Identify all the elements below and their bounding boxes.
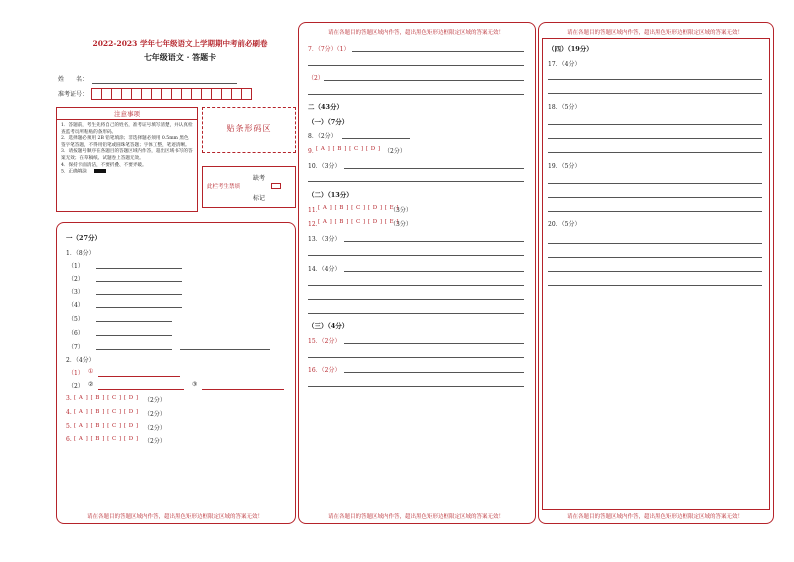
q1-item: （1） — [68, 263, 84, 270]
answer-line[interactable] — [98, 376, 180, 377]
answer-line[interactable] — [344, 241, 524, 242]
answer-line[interactable] — [202, 389, 284, 390]
answer-line[interactable] — [344, 343, 524, 344]
q11-points: （3分） — [390, 207, 412, 214]
absent-left-label: 此栏考生禁填 — [207, 184, 241, 190]
absent-top-label: 缺考 — [253, 175, 266, 182]
section-1-title: 一（27分） — [66, 234, 102, 242]
panel-3-bottom-warning: 请在各题目的答题区域内作答，超出黑色矩形边框限定区域的答案无效！ — [566, 514, 743, 520]
answer-line[interactable] — [548, 79, 762, 80]
name-field[interactable] — [92, 83, 237, 84]
q8-label: 8．（2分） — [308, 133, 337, 140]
id-boxes[interactable] — [92, 88, 252, 100]
q5-points: （2分） — [144, 425, 166, 432]
q4-points: （2分） — [144, 411, 166, 418]
q6-options[interactable]: [ A ] [ B ] [ C ] [ D ] — [74, 436, 139, 442]
answer-line[interactable] — [548, 183, 762, 184]
q12-number: 12． — [308, 221, 322, 228]
section-2-title: 二（43分） — [308, 103, 344, 111]
filled-sample — [94, 169, 106, 173]
q4-number: 4. — [66, 409, 72, 416]
page-subtitle: 七年级语文 · 答题卡 — [143, 52, 217, 62]
answer-line[interactable] — [344, 271, 524, 272]
section-4-title: （四）（19分） — [548, 45, 593, 53]
page-title: 2022-2023 学年七年级语文上学期期中考前必刷卷 — [92, 39, 268, 48]
q2-item: （1） — [68, 370, 84, 377]
answer-line[interactable] — [98, 389, 184, 390]
q2-circle-3: ③ — [192, 381, 198, 388]
q9-options[interactable]: [ A ] [ B ] [ C ] [ D ] — [316, 146, 381, 152]
subsection-2-title: （二）（13分） — [308, 191, 353, 199]
answer-panel-2 — [298, 22, 536, 524]
q17-label: 17．（4分） — [548, 61, 581, 68]
absent-box — [202, 166, 296, 208]
q12-points: （3分） — [390, 221, 412, 228]
id-box[interactable] — [241, 88, 252, 100]
answer-line[interactable] — [548, 257, 762, 258]
barcode-label: 贴条形码区 — [226, 124, 272, 133]
notes-item: 4．保持卡面清洁，不要折叠、不要弄破。 — [61, 162, 147, 168]
q12-options[interactable]: [ A ] [ B ] [ C ] [ D ] [ E ] — [318, 219, 400, 225]
answer-line[interactable] — [548, 211, 762, 212]
answer-line[interactable] — [308, 255, 524, 256]
notes-box — [56, 107, 198, 212]
answer-line[interactable] — [352, 51, 524, 52]
answer-line[interactable] — [96, 268, 182, 269]
subsection-3-title: （三）（4分） — [308, 322, 349, 330]
answer-line[interactable] — [308, 94, 524, 95]
q5-options[interactable]: [ A ] [ B ] [ C ] [ D ] — [74, 423, 139, 429]
answer-line[interactable] — [96, 307, 182, 308]
q4-options[interactable]: [ A ] [ B ] [ C ] [ D ] — [74, 409, 139, 415]
q1-item: （3） — [68, 289, 84, 296]
q2-circle-1: ① — [88, 368, 94, 375]
name-label: 姓 名： — [58, 76, 89, 83]
notes-item: 1．答题前，考生先将自己的姓名，准考证号填写清楚，并认真检查监考员所粘贴的条形码。 — [61, 123, 193, 135]
q6-number: 6. — [66, 436, 72, 443]
answer-line[interactable] — [308, 181, 524, 182]
q3-points: （2分） — [144, 397, 166, 404]
q13-label: 13．（3分） — [308, 236, 341, 243]
answer-line[interactable] — [548, 285, 762, 286]
panel-2-top-warning: 请在各题目的答题区域内作答，超出黑色矩形边框限定区域的答案无效！ — [327, 30, 504, 36]
q19-label: 19．（5分） — [548, 163, 581, 170]
answer-line[interactable] — [548, 243, 762, 244]
q9-number: 9． — [308, 148, 318, 155]
answer-line[interactable] — [308, 386, 524, 387]
answer-line[interactable] — [180, 349, 270, 350]
q20-label: 20．（5分） — [548, 221, 581, 228]
subsection-1-title: （一）（7分） — [308, 118, 349, 126]
id-label: 准考证号： — [58, 91, 89, 98]
q1-item: （2） — [68, 276, 84, 283]
answer-line[interactable] — [308, 313, 524, 314]
answer-line[interactable] — [548, 271, 762, 272]
panel-1-warning: 请在各题目的答题区域内作答，超出黑色矩形边框限定区域的答案无效！ — [86, 514, 263, 520]
q1-item: （5） — [68, 316, 84, 323]
answer-line[interactable] — [96, 281, 182, 282]
answer-line[interactable] — [324, 80, 524, 81]
notes-item: 3．请按题号顺序在各题目的答题区域内作答，超出区域书写的答案无效；在草稿纸、试题卷上答题无效。 — [61, 149, 193, 161]
q7-label: 7．（7分）（1） — [308, 46, 350, 53]
q2-circle-2: ② — [88, 381, 94, 388]
answer-line[interactable] — [548, 152, 762, 153]
panel-3-top-warning: 请在各题目的答题区域内作答，超出黑色矩形边框限定区域的答案无效！ — [566, 30, 743, 36]
answer-line[interactable] — [96, 294, 182, 295]
answer-line[interactable] — [548, 197, 762, 198]
q1-item: （7） — [68, 344, 84, 351]
q11-number: 11． — [308, 207, 322, 214]
q10-label: 10．（3分） — [308, 163, 341, 170]
notes-item: 2．选择题必须用 2B 铅笔填涂；非选择题必须用 0.5mm 黑色签字笔答题，不得用铅笔或圆珠笔答题；字体工整，笔迹清晰。 — [61, 136, 190, 148]
answer-line[interactable] — [308, 299, 524, 300]
q2-label: 2．（4分） — [66, 357, 95, 364]
q5-number: 5. — [66, 423, 72, 430]
answer-line[interactable] — [308, 357, 524, 358]
answer-line[interactable] — [308, 65, 524, 66]
q1-label: 1．（8分） — [66, 250, 95, 257]
q1-item: （6） — [68, 330, 84, 337]
answer-line[interactable] — [344, 168, 524, 169]
q3-number: 3. — [66, 395, 72, 402]
q16-label: 16．（2分） — [308, 367, 341, 374]
answer-line[interactable] — [96, 335, 172, 336]
barcode-area — [202, 107, 296, 153]
q18-label: 18．（5分） — [548, 104, 581, 111]
answer-line[interactable] — [548, 93, 762, 94]
q11-options[interactable]: [ A ] [ B ] [ C ] [ D ] [ E ] — [318, 205, 400, 211]
q15-label: 15．（2分） — [308, 338, 341, 345]
q1-item: （4） — [68, 302, 84, 309]
answer-line[interactable] — [342, 138, 410, 139]
panel-2-bottom-warning: 请在各题目的答题区域内作答，超出黑色矩形边框限定区域的答案无效！ — [327, 514, 504, 520]
answer-line[interactable] — [308, 285, 524, 286]
q7b-label: （2） — [308, 75, 324, 82]
q3-options[interactable]: [ A ] [ B ] [ C ] [ D ] — [74, 395, 139, 401]
q9-points: （2分） — [384, 148, 406, 155]
absent-bottom-label: 标记 — [253, 195, 266, 202]
q14-label: 14．（4分） — [308, 266, 341, 273]
q6-points: （2分） — [144, 438, 166, 445]
absent-checkbox[interactable] — [271, 183, 281, 189]
answer-line[interactable] — [96, 321, 172, 322]
answer-line[interactable] — [96, 349, 172, 350]
answer-line[interactable] — [344, 372, 524, 373]
notes-item: 5．正确填涂 — [61, 169, 87, 175]
q2-item: （2） — [68, 383, 84, 390]
answer-line[interactable] — [548, 124, 762, 125]
notes-title: 注意事项 — [57, 108, 197, 120]
answer-line[interactable] — [548, 138, 762, 139]
